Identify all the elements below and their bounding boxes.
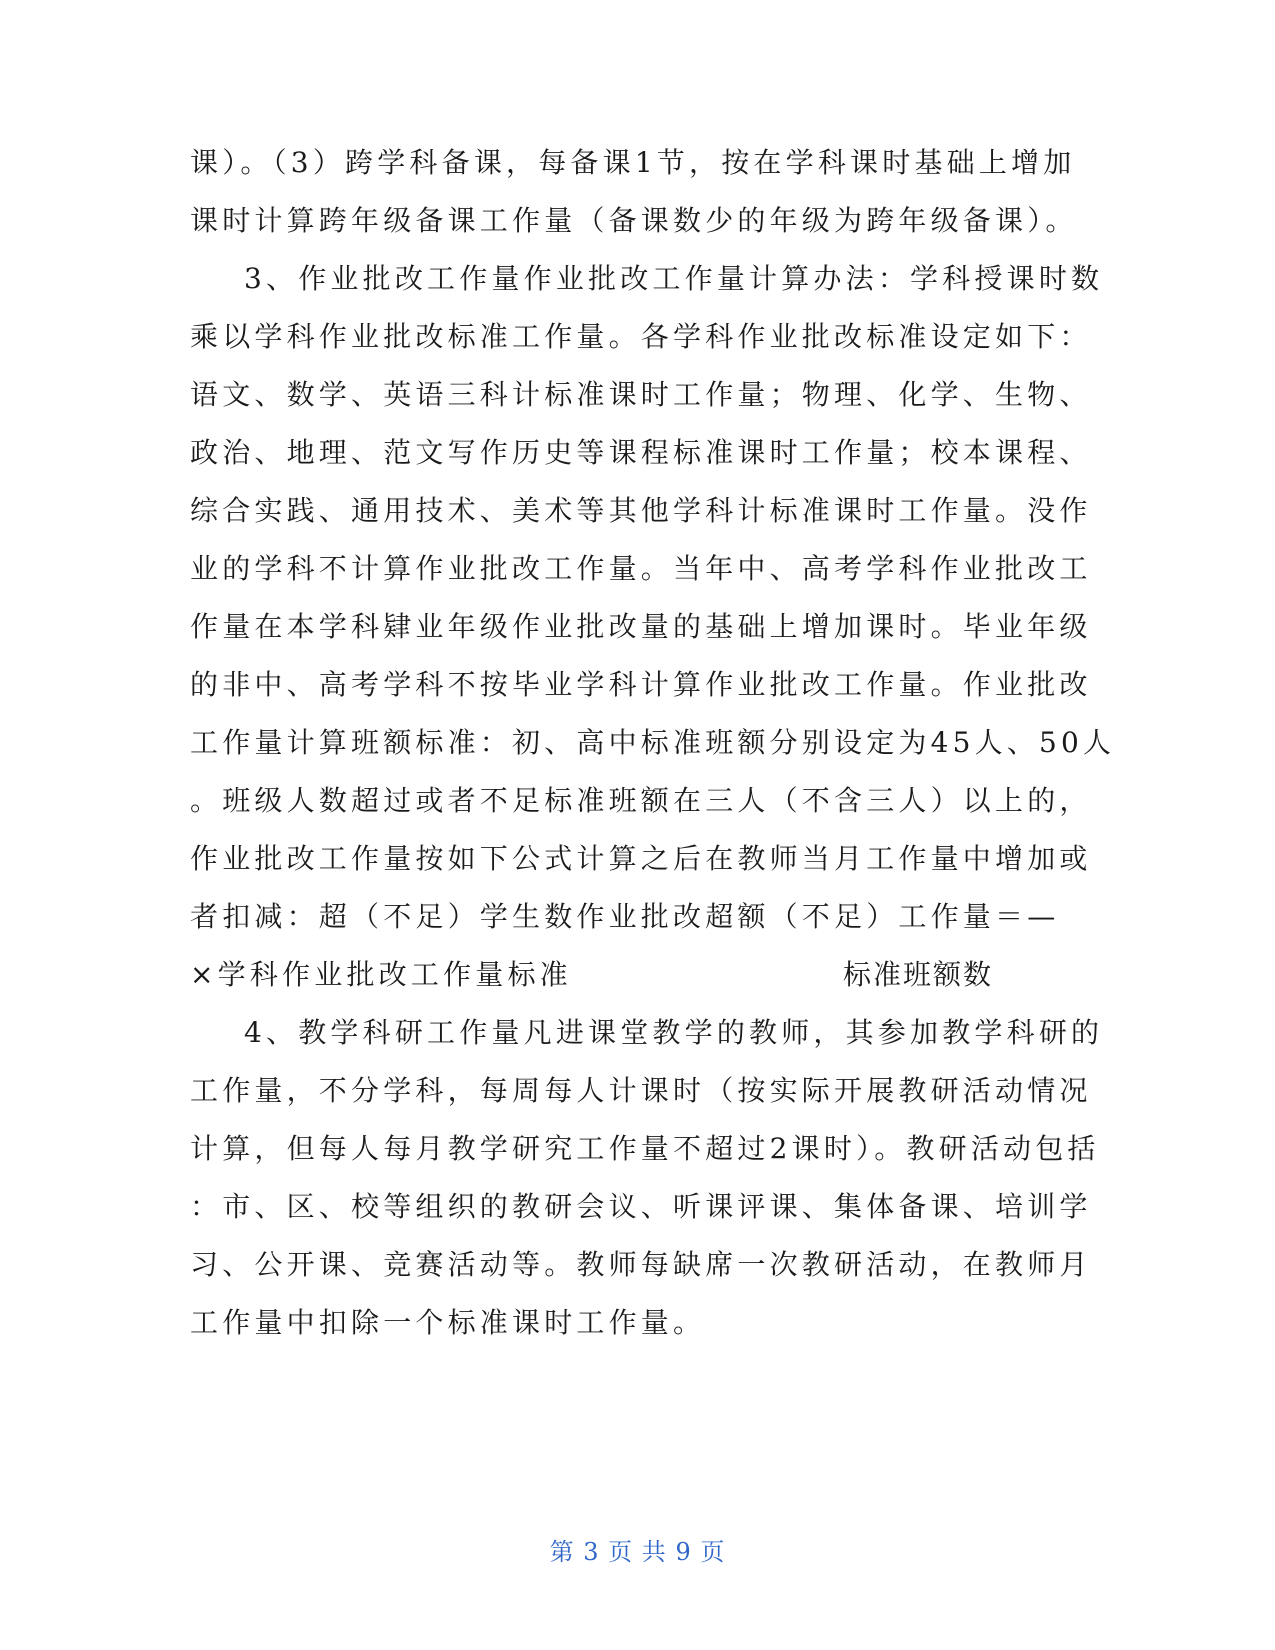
paragraph-3-heading-line: 3、作业批改工作量作业批改工作量计算办法：学科授课时数: [244, 262, 1104, 295]
text-line-5: 语文、数学、英语三科计标准课时工作量；物理、化学、生物、: [190, 378, 1092, 411]
text-line-2: 课时计算跨年级备课工作量（备课数少的年级为跨年级备课）。: [190, 204, 1078, 237]
text-line-11: 工作量计算班额标准：初、高中标准班额分别设定为45人、50人: [190, 726, 1116, 759]
text-line-8: 业的学科不计算作业批改工作量。当年中、高考学科作业批改工: [190, 552, 1092, 585]
text-line-17: 工作量，不分学科，每周每人计课时（按实际开展教研活动情况: [190, 1074, 1092, 1107]
text-line-13: 作业批改工作量按如下公式计算之后在教师当月工作量中增加或: [190, 842, 1092, 875]
text-line-18: 计算，但每人每月教学研究工作量不超过2课时）。教研活动包括: [190, 1132, 1100, 1165]
formula-numerator-line: ×学科作业批改工作量标准: [190, 958, 572, 991]
text-line-19: ：市、区、校等组织的教研会议、听课评课、集体备课、培训学: [190, 1190, 1092, 1223]
page-number-footer: 第 3 页 共 9 页: [549, 1538, 726, 1566]
text-line-1: 课）。（3）跨学科备课，每备课1节，按在学科课时基础上增加: [190, 146, 1076, 179]
text-line-6: 政治、地理、范文写作历史等课程标准课时工作量；校本课程、: [190, 436, 1092, 469]
text-line-14: 者扣减：超（不足）学生数作业批改超额（不足）工作量＝—: [190, 900, 1060, 933]
text-line-10: 的非中、高考学科不按毕业学科计算作业批改工作量。作业批改: [190, 668, 1092, 701]
text-line-9: 作量在本学科肄业年级作业批改量的基础上增加课时。毕业年级: [190, 610, 1092, 643]
text-line-7: 综合实践、通用技术、美术等其他学科计标准课时工作量。没作: [190, 494, 1092, 527]
text-line-4: 乘以学科作业批改标准工作量。各学科作业批改标准设定如下：: [190, 320, 1092, 353]
formula-denominator: 标准班额数: [843, 958, 994, 991]
text-line-21: 工作量中扣除一个标准课时工作量。: [190, 1306, 706, 1339]
text-line-20: 习、公开课、竞赛活动等。教师每缺席一次教研活动，在教师月: [190, 1248, 1092, 1281]
text-line-12: 。班级人数超过或者不足标准班额在三人（不含三人）以上的，: [190, 784, 1092, 817]
paragraph-4-heading-line: 4、教学科研工作量凡进课堂教学的教师，其参加教学科研的: [244, 1016, 1104, 1049]
